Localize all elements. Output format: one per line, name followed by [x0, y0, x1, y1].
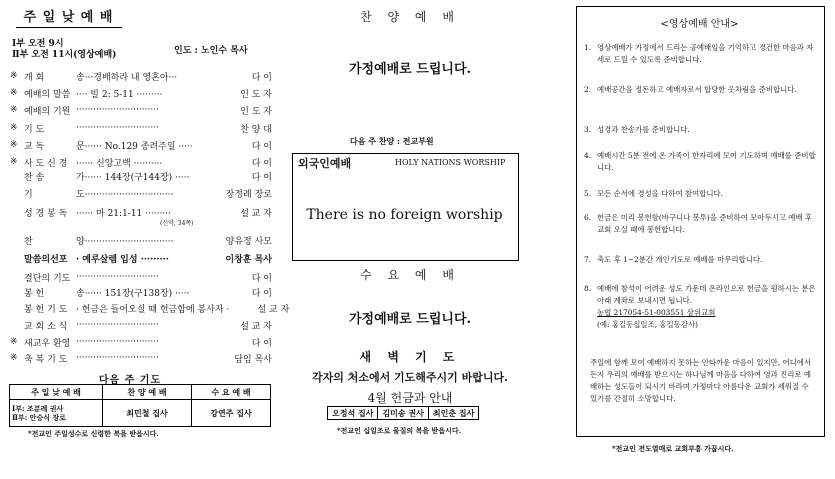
- order-row: [10, 205, 272, 227]
- order-name: 새교우 환영: [24, 338, 71, 349]
- col1-footer: *전교인 주일성수로 신령한 복을 받읍시다.: [28, 429, 159, 438]
- service-time-2: Ⅱ부 오전 11시(영상예배): [12, 50, 117, 60]
- order-name: 말씀의선포: [24, 254, 68, 265]
- order-content: 가······ 144장(구144장) ·····: [76, 172, 190, 183]
- order-role: 설 교 자: [240, 321, 272, 332]
- order-role: 다 이: [251, 141, 272, 152]
- order-name: 찬 송: [24, 172, 45, 183]
- notice-closing: 주일에 함께 모여 예배하지 못하는 안타까운 마음이 있지만, 어디에서든지 우리의 예배를 받으시는 하나님께 마음을 다하여 영과 진리로 예배하는 성도들이 되시기 바라며 가정마다 아름다운 교회가 세워질 수 있기를 간절히 소망합니다.: [590, 358, 812, 403]
- order-role: 다 이: [251, 288, 272, 299]
- col3-footer: *전교인 전도열매로 교회부흥 가꿉시다.: [612, 444, 734, 453]
- order-row: [10, 103, 272, 117]
- notice-number: 8.: [584, 284, 592, 293]
- order-content: ·····························: [76, 272, 159, 282]
- order-name: 기: [24, 189, 33, 200]
- next-week-prayer-table: [9, 384, 271, 427]
- order-mark: ※: [10, 71, 18, 81]
- sunday-prayer-1: Ⅰ부: 조분례 권사: [12, 404, 64, 413]
- order-role: 다 이: [251, 172, 272, 183]
- order-name: 교 회 소 식: [24, 321, 68, 332]
- notice-item: [584, 254, 818, 266]
- order-role: 다 이: [251, 273, 272, 284]
- header-wednesday: 수 요 예 배: [192, 385, 271, 400]
- order-name: 예배의 말씀: [24, 89, 71, 100]
- sunday-prayers: [10, 400, 103, 427]
- notice-text: 예배에 참석이 어려운 성도 가운데 온라인으로 헌금을 원하시는 분은 아래 계좌로 보내시면 됩니다.: [597, 284, 816, 305]
- order-name: 기 도: [24, 124, 45, 135]
- notice-number: 2.: [584, 85, 592, 94]
- offering-title: 4월 헌금과 안내: [367, 391, 453, 405]
- order-row: [10, 69, 272, 83]
- notice-title: <영상예배 안내>: [660, 19, 739, 30]
- order-role: 설 교 자: [257, 304, 290, 315]
- notice-item: [584, 283, 818, 329]
- order-mark: ※: [10, 88, 18, 98]
- order-content: ·····························: [76, 337, 159, 347]
- order-name: 성 경 봉 독: [24, 208, 68, 219]
- order-content: 송···경배하라 내 영혼아···: [76, 72, 178, 83]
- service-time-1: Ⅰ부 오전 9시: [12, 39, 64, 49]
- header-praise: 찬 양 예 배: [103, 385, 192, 400]
- order-role: 설 교 자: [240, 208, 272, 219]
- offering-usher: 최인춘 집사: [428, 407, 478, 420]
- order-row: [10, 251, 272, 265]
- order-row: [10, 351, 272, 365]
- order-name: 봉 헌: [24, 288, 45, 299]
- notice-item: [584, 188, 818, 200]
- order-mark: ※: [10, 353, 18, 363]
- dawn-prayer-title: 새 벽 기 도: [359, 350, 461, 364]
- notice-text: 영상예배가 가정에서 드리는 공예배임을 기억하고 경건한 마음과 자세로 드릴 수 있도록 준비합니다.: [597, 43, 814, 64]
- order-mark: ※: [10, 140, 18, 150]
- dawn-prayer-message: 각자의 처소에서 기도해주시기 바랍니다.: [312, 371, 508, 384]
- order-name: 찬: [24, 236, 33, 247]
- order-content: ·····························: [76, 123, 159, 133]
- notice-number: 4.: [584, 151, 592, 160]
- praise-service-title: 찬 양 예 배: [360, 10, 460, 24]
- wednesday-service-message: 가정예배로 드립니다.: [348, 312, 472, 327]
- notice-number: 7.: [584, 255, 592, 264]
- order-name: 봉 헌 기 도: [24, 304, 68, 315]
- notice-item: [584, 124, 818, 136]
- notice-item: [584, 84, 818, 96]
- order-content: ·····························: [76, 320, 159, 330]
- wednesday-prayer: 강연주 집사: [192, 400, 271, 427]
- foreign-worship-english: HOLY NATIONS WORSHIP: [395, 158, 506, 167]
- order-role: 인 도 자: [240, 89, 272, 100]
- order-row: [10, 86, 272, 100]
- foreign-worship-title: 외국인예배: [298, 157, 352, 170]
- order-row: [10, 138, 272, 152]
- order-role: 담임 목사: [234, 354, 272, 365]
- order-content: ·····························: [76, 105, 159, 115]
- offering-usher: 오정석 집사: [328, 407, 378, 420]
- order-role: 찬 양 대: [240, 124, 272, 135]
- notice-text: 예배공간을 정돈하고 예배자로서 합당한 옷차림을 준비합니다.: [597, 85, 797, 94]
- notice-text: 예배시간 5분 전에 온 가족이 한자리에 모여 기도하며 예배를 준비합니다.: [597, 151, 816, 172]
- order-content: 송······ 151장(구138장) ·····: [76, 288, 190, 299]
- order-row: [10, 335, 272, 349]
- order-name: 결단의 기도: [24, 273, 71, 284]
- praise-service-message: 가정예배로 드립니다.: [348, 62, 472, 77]
- order-row: [10, 169, 272, 183]
- order-mark: ※: [10, 157, 18, 167]
- order-role: 이창훈 목사: [225, 254, 272, 265]
- praise-prayer: 최민철 집사: [103, 400, 192, 427]
- title-divider: [16, 27, 122, 28]
- order-role: 인 도 자: [240, 106, 272, 117]
- order-name: 사 도 신 경: [24, 158, 68, 169]
- next-week-prayer-title: 다음 주 기도: [98, 375, 162, 386]
- order-name: 축 복 기 도: [24, 354, 68, 365]
- order-content: ···· 빌 2: 5-11 ·········: [76, 89, 163, 100]
- notice-text: 모든 순서에 경성을 다하여 참여합니다.: [597, 189, 723, 198]
- order-content: · 예루살렘 입성 ·········: [76, 254, 169, 265]
- order-role: 장정례 장로: [225, 189, 272, 200]
- order-row: [10, 285, 272, 299]
- order-role: 다 이: [251, 338, 272, 349]
- order-role: 양유정 사모: [225, 236, 272, 247]
- order-content: 도·······························: [76, 189, 174, 200]
- offering-usher: 김미송 권사: [378, 407, 428, 420]
- notice-item: [584, 150, 818, 174]
- order-mark: ※: [10, 337, 18, 347]
- order-row: [10, 318, 272, 332]
- sunday-service-title: 주 일 낮 예 배: [23, 10, 114, 25]
- order-mark: ※: [10, 123, 18, 133]
- order-mark: ※: [10, 105, 18, 115]
- order-content: 문······ No.129 종려주일 ·····: [76, 141, 193, 152]
- order-row: [10, 121, 272, 135]
- order-role: 다 이: [251, 158, 272, 169]
- notice-number: 1.: [584, 43, 592, 52]
- presider: 인도 : 노인수 목사: [174, 46, 248, 56]
- wednesday-service-title: 수 요 예 배: [360, 268, 460, 282]
- order-content: ······ 마 21:1-11 ·········: [76, 208, 171, 219]
- notice-number: 3.: [584, 125, 592, 134]
- notice-number: 5.: [584, 189, 592, 198]
- header-sunday: 주 일 낮 예 배: [10, 385, 103, 400]
- sunday-prayer-2: Ⅱ부: 안승식 장로: [12, 413, 66, 422]
- bank-note: (예: 홍길동십일조, 홍길동감사): [597, 320, 698, 329]
- offering-table: [327, 406, 479, 420]
- order-row: [10, 155, 272, 169]
- order-name: 교 독: [24, 141, 45, 152]
- next-week-praise: 다음 주 찬양 : 전교부원: [350, 136, 434, 146]
- order-name: 개 회: [24, 72, 45, 83]
- order-content: · 헌금은 들어오실 때 헌금함에 봉사자 ·: [76, 304, 230, 315]
- notice-item: [584, 42, 818, 66]
- order-content: ·····························: [76, 353, 159, 363]
- order-row: [10, 301, 290, 315]
- order-role: 다 이: [251, 72, 272, 83]
- order-row: [10, 270, 272, 284]
- notice-item: [584, 212, 818, 236]
- notice-number: 6.: [584, 213, 592, 222]
- notice-text: 성경과 찬송가를 준비합니다.: [597, 125, 690, 134]
- order-row: [10, 233, 272, 247]
- order-content: 양·······························: [76, 236, 174, 247]
- foreign-worship-message: There is no foreign worship: [306, 207, 503, 223]
- col2-footer: *전교인 십일조로 물질의 복을 받읍시다.: [337, 426, 462, 435]
- notice-text: 축도 후 1~2분간 개인기도로 예배를 마무리합니다.: [597, 255, 763, 264]
- order-content: ······ 신앙고백 ··········: [76, 158, 163, 169]
- notice-text: 헌금은 미리 봉헌함(바구니나 봉투)을 준비하여 모아두시고 예배 후 교회 오실 때에 봉헌합니다.: [597, 213, 812, 234]
- order-row: [10, 186, 272, 200]
- order-name: 예배의 기원: [24, 106, 71, 117]
- scripture-page-note: (신약, 34쪽): [160, 220, 194, 227]
- bank-account: 농협 217054-51-003551 삼위교회: [597, 308, 716, 317]
